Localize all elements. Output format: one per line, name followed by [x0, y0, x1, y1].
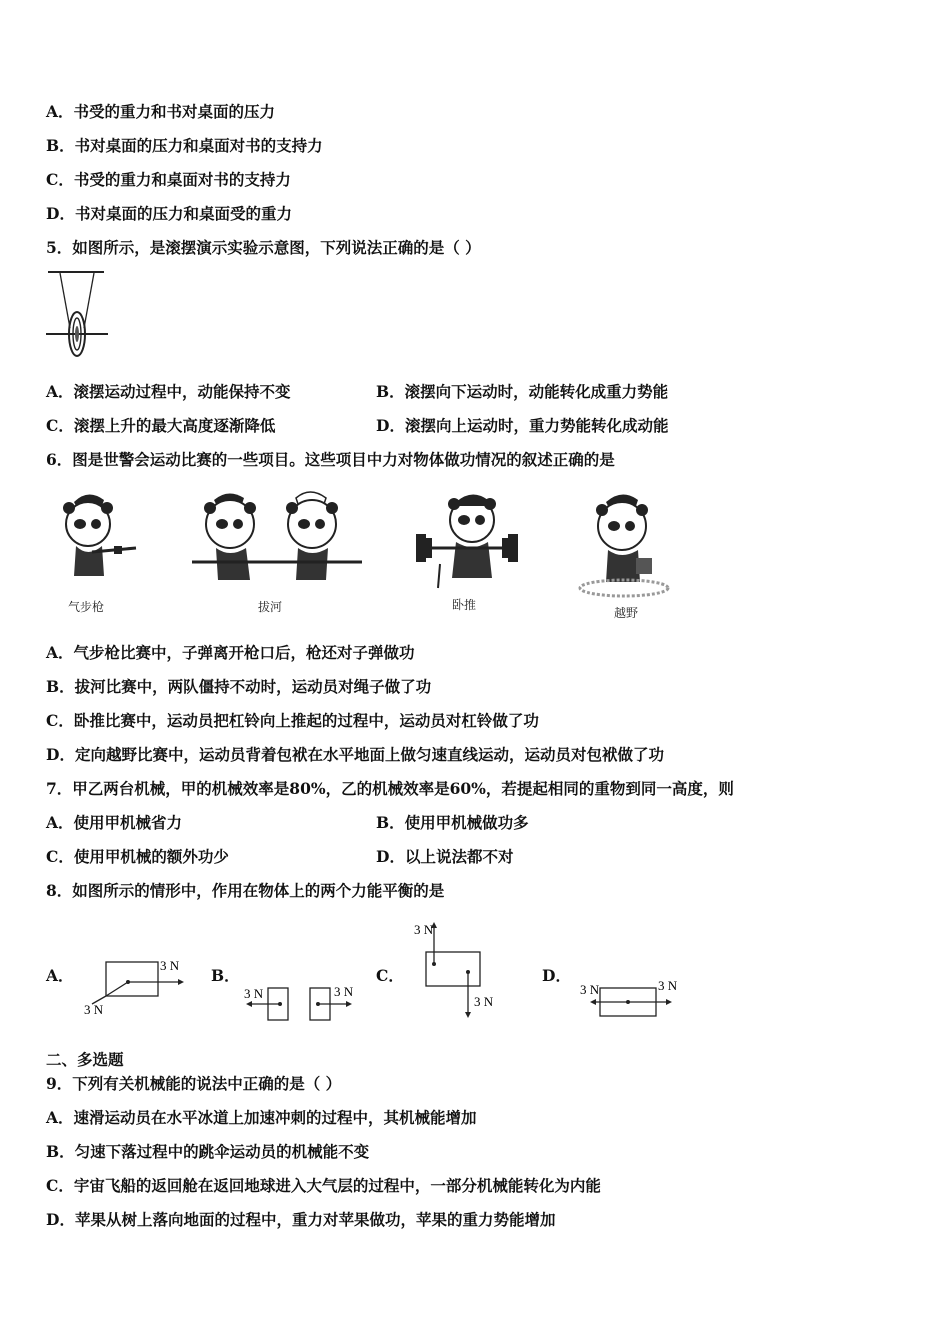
q5-option-b: B．滚摆向下运动时，动能转化成重力势能	[376, 382, 669, 401]
q8-stem: 8．如图所示的情形中，作用在物体上的两个力能平衡的是	[46, 881, 445, 900]
caption-bench-press: 卧推	[452, 598, 477, 612]
q5-option-d: D．滚摆向上运动时，重力势能转化成动能	[376, 416, 669, 435]
q4-option-b: B．书对桌面的压力和桌面对书的支持力	[46, 136, 323, 155]
panda-tug-of-war-figure	[190, 486, 366, 588]
q8-diagram-a	[82, 950, 192, 1022]
q8-diagram-c	[410, 918, 510, 1022]
caption-tug-of-war: 拔河	[258, 600, 283, 614]
q8-b-force-left: 3 N	[244, 986, 264, 1001]
caption-orienteering: 越野	[614, 606, 639, 620]
q7-stem: 7．甲乙两台机械，甲的机械效率是80%，乙的机械效率是60%，若提起相同的重物到同一高度，则	[46, 779, 734, 798]
q8-label-a: A．	[46, 966, 74, 985]
rolling-pendulum-figure	[44, 268, 112, 368]
q6-option-b: B．拔河比赛中，两队僵持不动时，运动员对绳子做了功	[46, 677, 432, 696]
q4-option-c: C．书受的重力和桌面对书的支持力	[46, 170, 291, 189]
panda-air-rifle-figure	[52, 488, 142, 588]
q8-a-force-bottom: 3 N	[84, 1002, 104, 1017]
q7-option-d: D．以上说法都不对	[376, 847, 514, 866]
q6-option-a: A．气步枪比赛中，子弹离开枪口后，枪还对子弹做功	[46, 643, 415, 662]
q8-b-force-right: 3 N	[334, 984, 354, 999]
panda-orienteering-figure	[576, 488, 676, 598]
q8-label-b: B．	[211, 966, 240, 985]
q7-option-a: A．使用甲机械省力	[46, 813, 183, 832]
q8-d-force-left: 3 N	[580, 982, 600, 997]
q8-diagram-b	[242, 980, 364, 1026]
q8-d-force-right: 3 N	[658, 978, 678, 993]
q5-option-c: C．滚摆上升的最大高度逐渐降低	[46, 416, 276, 435]
q7-option-b: B．使用甲机械做功多	[376, 813, 529, 832]
q9-option-c: C．宇宙飞船的返回舱在返回地球进入大气层的过程中，一部分机械能转化为内能	[46, 1176, 601, 1195]
q9-option-a: A．速滑运动员在水平冰道上加速冲刺的过程中，其机械能增加	[46, 1108, 477, 1127]
q6-option-c: C．卧推比赛中，运动员把杠铃向上推起的过程中，运动员对杠铃做了功	[46, 711, 539, 730]
q9-option-d: D．苹果从树上落向地面的过程中，重力对苹果做功，苹果的重力势能增加	[46, 1210, 556, 1229]
q5-option-a: A．滚摆运动过程中，动能保持不变	[46, 382, 291, 401]
section-heading-multiple-choice: 二、多选题	[46, 1050, 124, 1069]
q6-option-d: D．定向越野比赛中，运动员背着包袱在水平地面上做匀速直线运动，运动员对包袱做了功	[46, 745, 664, 764]
q7-option-c: C．使用甲机械的额外功少	[46, 847, 229, 866]
q6-stem: 6．图是世警会运动比赛的一些项目。这些项目中力对物体做功情况的叙述正确的是	[46, 450, 615, 469]
q9-stem: 9．下列有关机械能的说法中正确的是（ ）	[46, 1074, 342, 1093]
panda-bench-press-figure	[412, 490, 522, 590]
q9-option-b: B．匀速下落过程中的跳伞运动员的机械能不变	[46, 1142, 370, 1161]
q4-option-a: A．书受的重力和书对桌面的压力	[46, 102, 276, 121]
q8-diagram-d	[578, 976, 688, 1024]
q8-label-d: D．	[542, 966, 571, 985]
q8-label-c: C．	[376, 966, 404, 985]
q8-c-force-bottom: 3 N	[474, 994, 494, 1009]
caption-air-rifle: 气步枪	[68, 600, 105, 614]
q4-option-d: D．书对桌面的压力和桌面受的重力	[46, 204, 292, 223]
q8-c-force-top: 3 N	[414, 922, 434, 937]
q8-a-force-top: 3 N	[160, 958, 180, 973]
q5-stem: 5．如图所示，是滚摆演示实验示意图，下列说法正确的是（ ）	[46, 238, 481, 257]
